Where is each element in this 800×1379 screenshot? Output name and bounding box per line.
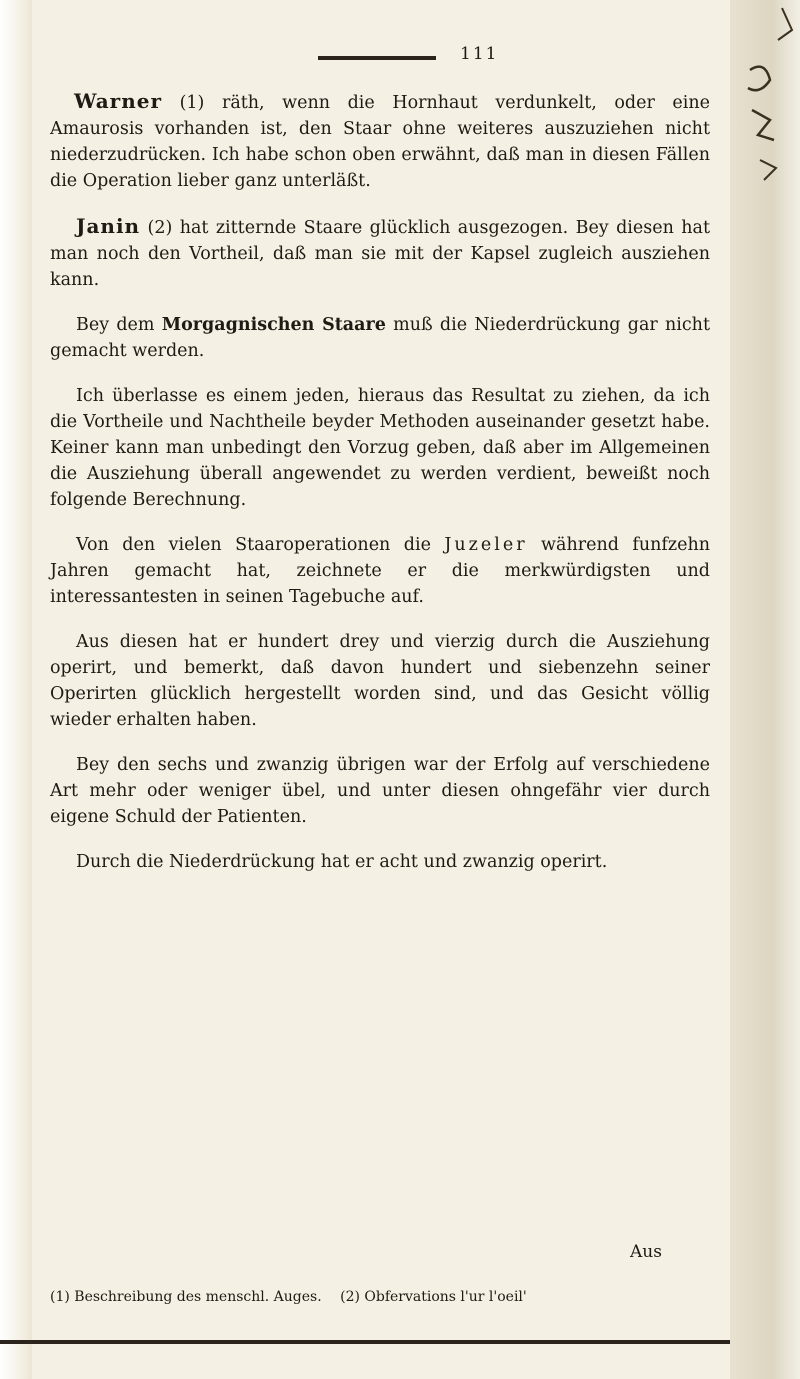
paragraph-morgagni [50, 312, 710, 364]
body-text [50, 88, 710, 894]
footnote-ref: (1) [179, 93, 205, 113]
paragraph-body: Durch die Niederdrückung hat er acht und zwanzig operirt. [76, 852, 608, 872]
paragraph-prefix: Bey dem [76, 315, 162, 335]
lead-word: Warner [74, 89, 163, 113]
emphasis: Juzeler [444, 535, 528, 555]
emphasis: Morgagnischen Staare [161, 315, 386, 335]
page-number: 111 [460, 44, 499, 64]
paragraph-body: Bey den sechs und zwanzig übrigen war der Erfolg auf verschiedene Art mehr oder weniger übel, und unter diesen ohngefähr vier durch eigene Schuld der Patienten. [50, 755, 710, 827]
paragraph-body: räth, wenn die Hornhaut verdunkelt, oder eine Amaurosis vorhanden ist, den Staar ohne weiteres auszuziehen nicht niederzudrücken. Ich habe schon oben erwähnt, daß man in diesen Fällen die Operation lieber ganz unterläßt. [50, 93, 710, 191]
paragraph-prefix: Von den vielen Staaroperationen die [76, 535, 445, 555]
paragraph-body: Ich überlasse es einem jeden, hieraus das Resultat zu ziehen, da ich die Vortheile und Nachtheile beyder Methoden auseinander gesetzt habe. Keiner kann man unbedingt den Vorzug geben, daß aber im Allgemeinen die Ausziehung überall angewendet zu werden verdient, beweißt noch folgende Berechnung. [50, 386, 710, 510]
margin-handwriting [730, 0, 800, 200]
footnote-2: (2) Obfervations l'ur l'oeil' [340, 1289, 527, 1305]
paragraph-body: muß die Niederdrückung gar nicht gemacht werden. [50, 315, 710, 361]
paragraph-body: während funfzehn Jahren gemacht hat, zeichnete er die merkwürdigsten und interessantesten in seinen Tagebuche auf. [50, 535, 710, 607]
paragraph-janin [50, 213, 710, 293]
paragraph-juzeler [50, 532, 710, 610]
paragraph-body: Aus diesen hat er hundert drey und vierzig durch die Ausziehung operirt, und bemerkt, daß davon hundert und siebenzehn seiner Operirten glücklich hergestellt worden sind, und das Gesicht völlig wieder erhalten haben. [50, 632, 710, 730]
footnote-1: (1) Beschreibung des menschl. Auges. [50, 1289, 322, 1305]
right-margin-strip [730, 0, 800, 1379]
left-gutter [0, 0, 32, 1379]
paragraph-warner [50, 88, 710, 194]
paragraph-ausziehung [50, 629, 710, 733]
bottom-rule [0, 1340, 730, 1344]
catchword: Aus [630, 1242, 662, 1262]
paragraph-resultat [50, 383, 710, 513]
footnote-ref: (2) [147, 218, 173, 238]
header-rule [318, 56, 436, 60]
paragraph-niederdrueckung [50, 849, 710, 875]
paragraph-body: hat zitternde Staare glücklich ausgezogen. Bey diesen hat man noch den Vortheil, daß man sie mit der Kapsel zugleich ausziehen kann. [50, 218, 710, 290]
lead-word: Janin [76, 214, 141, 238]
footnotes [50, 1287, 740, 1307]
paragraph-uebrige [50, 752, 710, 830]
